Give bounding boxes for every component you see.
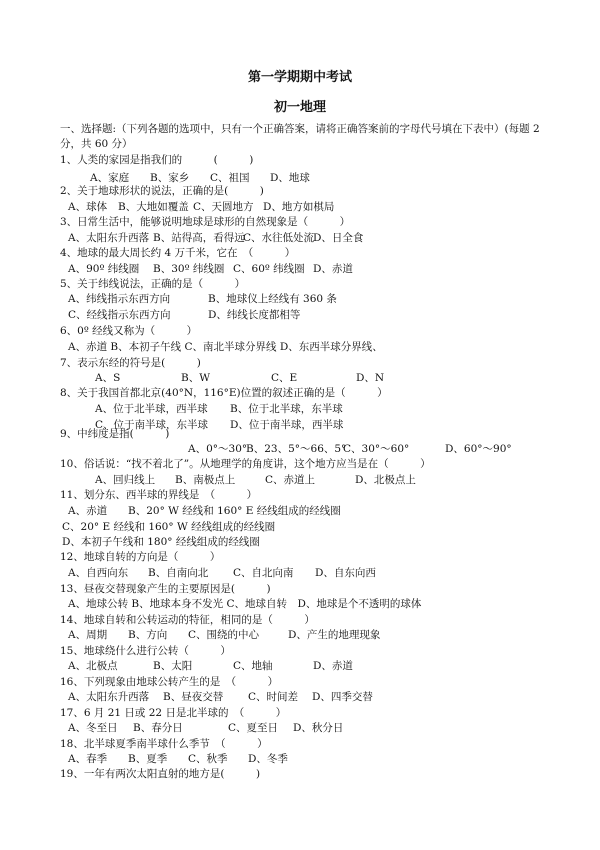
- question-17-option: A、冬至日: [68, 722, 118, 734]
- question-2-option: B、大地如覆盖: [118, 201, 189, 213]
- question-2-option: C、天圆地方: [193, 201, 254, 213]
- question-1-stem: 1、人类的家园是指我们的 ( ): [60, 154, 254, 166]
- question-8-option: C、位于南半球，东半球: [95, 419, 209, 431]
- question-4-stem: 4、地球的最大周长约 4 万千米，它在 （ ）: [60, 247, 296, 259]
- question-15-option: D、赤道: [313, 660, 353, 672]
- question-19-stem: 19、一年有两次太阳直射的地方是( ): [60, 768, 261, 780]
- question-14-option: C、围绕的中心: [188, 629, 260, 641]
- question-2-option: A、球体: [68, 201, 108, 213]
- question-9-option: A、0°～30°: [188, 443, 248, 455]
- exam-title: 第一学期期中考试: [247, 70, 352, 85]
- question-6-stem: 6、0º 经线又称为（ ）: [60, 325, 198, 337]
- question-3-option: A、太阳东升西落: [68, 232, 150, 244]
- question-12-option: A、自西向东: [68, 567, 129, 579]
- question-12-option: D、自东向西: [315, 567, 376, 579]
- question-8-stem: 8、关于我国首都北京(40°N，116°E)位置的叙述正确的是（ ）: [60, 387, 388, 399]
- question-2-stem: 2、关于地球形状的说法，正确的是( ): [60, 185, 264, 197]
- question-15-option: B、太阳: [153, 660, 193, 672]
- question-8-option: D、位于南半球，西半球: [230, 419, 344, 431]
- question-15-option: A、北极点: [68, 660, 118, 672]
- question-14-option: A、周期: [68, 629, 108, 641]
- question-4-option: C、60º 纬线圈: [233, 263, 305, 275]
- question-14-stem: 14、地球自转和公转运动的特征，相同的是（ ）: [60, 614, 315, 626]
- question-5-option: D、纬线长度都相等: [208, 309, 301, 321]
- question-1-option: C、祖国: [210, 172, 250, 184]
- question-7-option: B、W: [181, 372, 211, 384]
- question-14-option: B、方向: [128, 629, 168, 641]
- question-11-stem: 11、划分东、西半球的界线是 （ ）: [60, 489, 258, 501]
- question-10-stem: 10、俗话说：“找不着北了”。从地理学的角度讲，这个地方应当是在（ ）: [60, 458, 431, 470]
- question-10-option: D、北极点上: [355, 474, 416, 486]
- question-18-option: B、夏季: [128, 753, 168, 765]
- question-7-option: D、N: [356, 372, 385, 384]
- question-15-option: C、地轴: [233, 660, 273, 672]
- question-8-option: B、位于北半球，东半球: [230, 403, 343, 415]
- question-8-option: A、位于北半球，西半球: [95, 403, 208, 415]
- question-3-option: D、日全食: [313, 232, 364, 244]
- question-12-option: B、自南向北: [148, 567, 209, 579]
- question-11-option: D、本初子午线和 180° 经线组成的经线圈: [62, 536, 260, 548]
- question-18-option: D、冬季: [248, 753, 288, 765]
- question-1-option: B、家乡: [150, 172, 190, 184]
- question-9-option: C、30°～60°: [343, 443, 410, 455]
- question-9-option: D、60°～90°: [445, 443, 512, 455]
- question-4-option: D、赤道: [313, 263, 353, 275]
- question-7-stem: 7、表示东经的符号是( ): [60, 357, 201, 369]
- question-18-option: C、秋季: [188, 753, 228, 765]
- question-17-option: D、秋分日: [293, 722, 344, 734]
- question-7-option: A、S: [95, 372, 121, 384]
- question-1-option: A、家庭: [90, 172, 130, 184]
- question-5-option: A、纬线指示东西方向: [68, 293, 171, 305]
- question-17-stem: 17、6 月 21 日或 22 日是北半球的 （ ）: [60, 707, 287, 719]
- question-16-stem: 16、下列现象由地球公转产生的是 （ ）: [60, 676, 279, 688]
- question-3-stem: 3、日常生活中，能够说明地球是球形的自然现象是（ ）: [60, 216, 351, 228]
- question-9-stem: 9、中纬度是指( ): [60, 428, 170, 440]
- question-5-stem: 5、关于纬线说法，正确的是（ ）: [60, 278, 246, 290]
- section-instructions: 一、选择题:（下列各题的选项中，只有一个正确答案，请将正确答案前的字母代号填在下表中）(每题 2 分，共 60 分）: [60, 123, 540, 150]
- question-16-option: D、四季交替: [312, 691, 373, 703]
- question-16-option: A、太阳东升西落: [68, 691, 150, 703]
- exam-subtitle: 初一地理: [273, 100, 326, 115]
- question-6-option: A、赤道 B、本初子午线 C、南北半球分界线 D、东西半球分界线、: [68, 341, 383, 353]
- question-17-option: B、春分日: [133, 722, 183, 734]
- question-12-stem: 12、地球自转的方向是（ ）: [60, 551, 221, 563]
- question-3-option: B、站得高，看得远: [153, 232, 245, 244]
- question-16-option: B、昼夜交替: [163, 691, 224, 703]
- question-14-option: D、产生的地理现象: [288, 629, 381, 641]
- question-18-stem: 18、北半球夏季南半球什么季节 （ ）: [60, 738, 268, 750]
- question-16-option: C、时间差: [248, 691, 299, 703]
- question-18-option: A、春季: [68, 753, 108, 765]
- question-15-stem: 15、地球绕什么进行公转（ ）: [60, 645, 231, 657]
- question-13-stem: 13、昼夜交替现象产生的主要原因是( ): [60, 583, 271, 595]
- question-12-option: C、自北向南: [233, 567, 294, 579]
- question-3-option: C、水往低处流: [243, 232, 315, 244]
- question-4-option: B、30º 纬线圈: [153, 263, 225, 275]
- question-4-option: A、90º 纬线圈: [68, 263, 140, 275]
- question-9-option: B、23、5°～66、5°: [246, 443, 347, 455]
- question-13-option: A、地球公转 B、地球本身不发光 C、地球自转 D、地球是个不透明的球体: [68, 598, 422, 610]
- question-11-option: A、赤道: [68, 505, 108, 517]
- question-7-option: C、E: [271, 372, 298, 384]
- question-10-option: A、回归线上: [95, 474, 156, 486]
- question-5-option: B、地球仪上经线有 360 条: [208, 293, 337, 305]
- question-10-option: C、赤道上: [265, 474, 316, 486]
- question-11-option: C、20° E 经线和 160° W 经线组成的经线圈: [62, 521, 276, 533]
- question-11-option: B、20° W 经线和 160° E 经线组成的经线圈: [128, 505, 341, 517]
- question-17-option: C、夏至日: [228, 722, 279, 734]
- question-10-option: B、南极点上: [175, 474, 236, 486]
- question-2-option: D、地方如棋局: [263, 201, 335, 213]
- question-1-option: D、地球: [270, 172, 310, 184]
- question-5-option: C、经线指示东西方向: [68, 309, 171, 321]
